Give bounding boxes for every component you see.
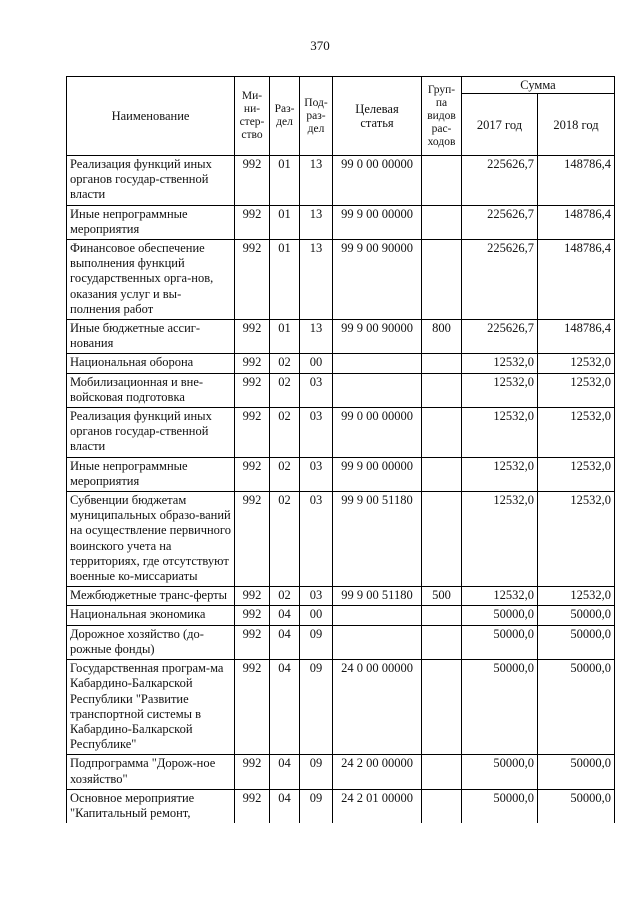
- cell-name: Иные бюджетные ассиг-нования: [67, 320, 235, 354]
- cell-target: 99 9 00 90000: [333, 240, 422, 320]
- cell-name: Иные непрограммные мероприятия: [67, 457, 235, 491]
- cell-amount-2018: 50000,0: [538, 625, 615, 659]
- cell-section: 04: [270, 789, 300, 823]
- cell-ministry: 992: [235, 457, 270, 491]
- cell-section: 04: [270, 660, 300, 755]
- cell-section: 02: [270, 354, 300, 373]
- cell-ministry: 992: [235, 492, 270, 587]
- cell-section: 02: [270, 587, 300, 606]
- cell-group: [422, 240, 462, 320]
- cell-amount-2017: 12532,0: [462, 373, 538, 407]
- cell-ministry: 992: [235, 354, 270, 373]
- cell-target: [333, 354, 422, 373]
- header-sum: Сумма: [462, 77, 615, 94]
- cell-group: [422, 660, 462, 755]
- cell-amount-2018: 12532,0: [538, 373, 615, 407]
- cell-ministry: 992: [235, 320, 270, 354]
- cell-amount-2018: 12532,0: [538, 587, 615, 606]
- cell-name: Реализация функций иных органов государ-ственной власти: [67, 156, 235, 206]
- cell-subsection: 00: [300, 354, 333, 373]
- cell-target: 99 9 00 51180: [333, 587, 422, 606]
- cell-name: Подпрограмма "Дорож-ное хозяйство": [67, 755, 235, 789]
- table-row: [67, 660, 615, 755]
- cell-group: 500: [422, 587, 462, 606]
- header-group: Груп- па видов рас- ходов: [422, 77, 462, 156]
- cell-target: [333, 373, 422, 407]
- cell-amount-2018: 50000,0: [538, 755, 615, 789]
- cell-target: [333, 625, 422, 659]
- cell-amount-2017: 50000,0: [462, 660, 538, 755]
- cell-subsection: 03: [300, 457, 333, 491]
- table-row: [67, 587, 615, 606]
- cell-amount-2018: 148786,4: [538, 240, 615, 320]
- cell-name: Реализация функций иных органов государ-ственной власти: [67, 408, 235, 458]
- table-row: [67, 373, 615, 407]
- cell-section: 01: [270, 320, 300, 354]
- cell-ministry: 992: [235, 240, 270, 320]
- cell-ministry: 992: [235, 587, 270, 606]
- cell-section: 01: [270, 240, 300, 320]
- header-name: Наименование: [67, 77, 235, 156]
- cell-amount-2018: 50000,0: [538, 606, 615, 625]
- cell-subsection: 13: [300, 156, 333, 206]
- cell-name: Иные непрограммные мероприятия: [67, 205, 235, 239]
- cell-ministry: 992: [235, 606, 270, 625]
- cell-group: [422, 492, 462, 587]
- cell-ministry: 992: [235, 625, 270, 659]
- cell-target: 99 9 00 90000: [333, 320, 422, 354]
- cell-group: [422, 457, 462, 491]
- cell-amount-2017: 225626,7: [462, 205, 538, 239]
- cell-target: 99 9 00 00000: [333, 205, 422, 239]
- table-row: [67, 240, 615, 320]
- cell-name: Мобилизационная и вне-войсковая подготовка: [67, 373, 235, 407]
- cell-name: Дорожное хозяйство (до-рожные фонды): [67, 625, 235, 659]
- cell-name: Субвенции бюджетам муниципальных образо-ваний на осуществление первичного воинского учета на территориях, где отсутствуют военные ко-миссариаты: [67, 492, 235, 587]
- cell-ministry: 992: [235, 373, 270, 407]
- cell-amount-2018: 148786,4: [538, 205, 615, 239]
- cell-target: 24 2 01 00000: [333, 789, 422, 823]
- cell-group: [422, 625, 462, 659]
- cell-amount-2017: 12532,0: [462, 457, 538, 491]
- cell-ministry: 992: [235, 156, 270, 206]
- header-section: Раз- дел: [270, 77, 300, 156]
- cell-amount-2018: 12532,0: [538, 408, 615, 458]
- cell-group: [422, 156, 462, 206]
- cell-section: 01: [270, 205, 300, 239]
- cell-target: 99 0 00 00000: [333, 408, 422, 458]
- cell-subsection: 03: [300, 492, 333, 587]
- cell-subsection: 03: [300, 373, 333, 407]
- table-row: [67, 755, 615, 789]
- cell-name: Финансовое обеспечение выполнения функций государственных орга-нов, оказания услуг и вы-полнения работ: [67, 240, 235, 320]
- cell-group: [422, 354, 462, 373]
- cell-ministry: 992: [235, 789, 270, 823]
- cell-ministry: 992: [235, 755, 270, 789]
- cell-amount-2017: 50000,0: [462, 789, 538, 823]
- cell-subsection: 00: [300, 606, 333, 625]
- cell-target: [333, 606, 422, 625]
- cell-group: [422, 755, 462, 789]
- header-2018: 2018 год: [538, 94, 615, 156]
- cell-section: 01: [270, 156, 300, 206]
- table-row: [67, 492, 615, 587]
- cell-name: Государственная програм-ма Кабардино-Балкарской Республики "Развитие транспортной системы в Кабардино-Балкарской Республике": [67, 660, 235, 755]
- cell-ministry: 992: [235, 660, 270, 755]
- cell-section: 02: [270, 408, 300, 458]
- cell-target: 99 9 00 51180: [333, 492, 422, 587]
- cell-name: Основное мероприятие "Капитальный ремонт,: [67, 789, 235, 823]
- cell-amount-2018: 12532,0: [538, 354, 615, 373]
- header-ministry: Ми- ни- стер- ство: [235, 77, 270, 156]
- cell-group: [422, 205, 462, 239]
- cell-amount-2017: 50000,0: [462, 625, 538, 659]
- table-row: [67, 408, 615, 458]
- cell-section: 04: [270, 606, 300, 625]
- cell-amount-2017: 50000,0: [462, 755, 538, 789]
- cell-subsection: 13: [300, 320, 333, 354]
- table-row: [67, 205, 615, 239]
- cell-section: 02: [270, 373, 300, 407]
- cell-name: Межбюджетные транс-ферты: [67, 587, 235, 606]
- cell-subsection: 13: [300, 205, 333, 239]
- cell-amount-2017: 12532,0: [462, 408, 538, 458]
- cell-subsection: 09: [300, 755, 333, 789]
- table-row: [67, 457, 615, 491]
- cell-section: 04: [270, 625, 300, 659]
- cell-amount-2017: 225626,7: [462, 156, 538, 206]
- cell-amount-2017: 12532,0: [462, 492, 538, 587]
- cell-amount-2017: 50000,0: [462, 606, 538, 625]
- cell-amount-2018: 12532,0: [538, 457, 615, 491]
- header-subsection: Под- раз- дел: [300, 77, 333, 156]
- table-row: [67, 606, 615, 625]
- cell-section: 02: [270, 492, 300, 587]
- table-row: [67, 625, 615, 659]
- cell-target: 99 9 00 00000: [333, 457, 422, 491]
- cell-subsection: 13: [300, 240, 333, 320]
- cell-name: Национальная оборона: [67, 354, 235, 373]
- cell-group: [422, 408, 462, 458]
- cell-amount-2018: 50000,0: [538, 660, 615, 755]
- table-row: [67, 320, 615, 354]
- cell-subsection: 09: [300, 625, 333, 659]
- cell-section: 04: [270, 755, 300, 789]
- header-target: Целевая статья: [333, 77, 422, 156]
- cell-section: 02: [270, 457, 300, 491]
- cell-amount-2017: 225626,7: [462, 320, 538, 354]
- cell-subsection: 03: [300, 408, 333, 458]
- cell-amount-2018: 12532,0: [538, 492, 615, 587]
- header-2017: 2017 год: [462, 94, 538, 156]
- cell-target: 99 0 00 00000: [333, 156, 422, 206]
- budget-table: [66, 76, 615, 823]
- page-number: 370: [310, 38, 330, 53]
- cell-amount-2018: 148786,4: [538, 320, 615, 354]
- cell-target: 24 0 00 00000: [333, 660, 422, 755]
- table-row: [67, 354, 615, 373]
- cell-name: Национальная экономика: [67, 606, 235, 625]
- cell-amount-2017: 12532,0: [462, 587, 538, 606]
- cell-amount-2018: 148786,4: [538, 156, 615, 206]
- table-row: [67, 156, 615, 206]
- cell-ministry: 992: [235, 408, 270, 458]
- cell-target: 24 2 00 00000: [333, 755, 422, 789]
- cell-group: 800: [422, 320, 462, 354]
- cell-subsection: 09: [300, 789, 333, 823]
- cell-amount-2017: 12532,0: [462, 354, 538, 373]
- cell-subsection: 03: [300, 587, 333, 606]
- cell-ministry: 992: [235, 205, 270, 239]
- table-row: [67, 789, 615, 823]
- cell-amount-2017: 225626,7: [462, 240, 538, 320]
- cell-group: [422, 789, 462, 823]
- cell-group: [422, 606, 462, 625]
- cell-group: [422, 373, 462, 407]
- cell-subsection: 09: [300, 660, 333, 755]
- cell-amount-2018: 50000,0: [538, 789, 615, 823]
